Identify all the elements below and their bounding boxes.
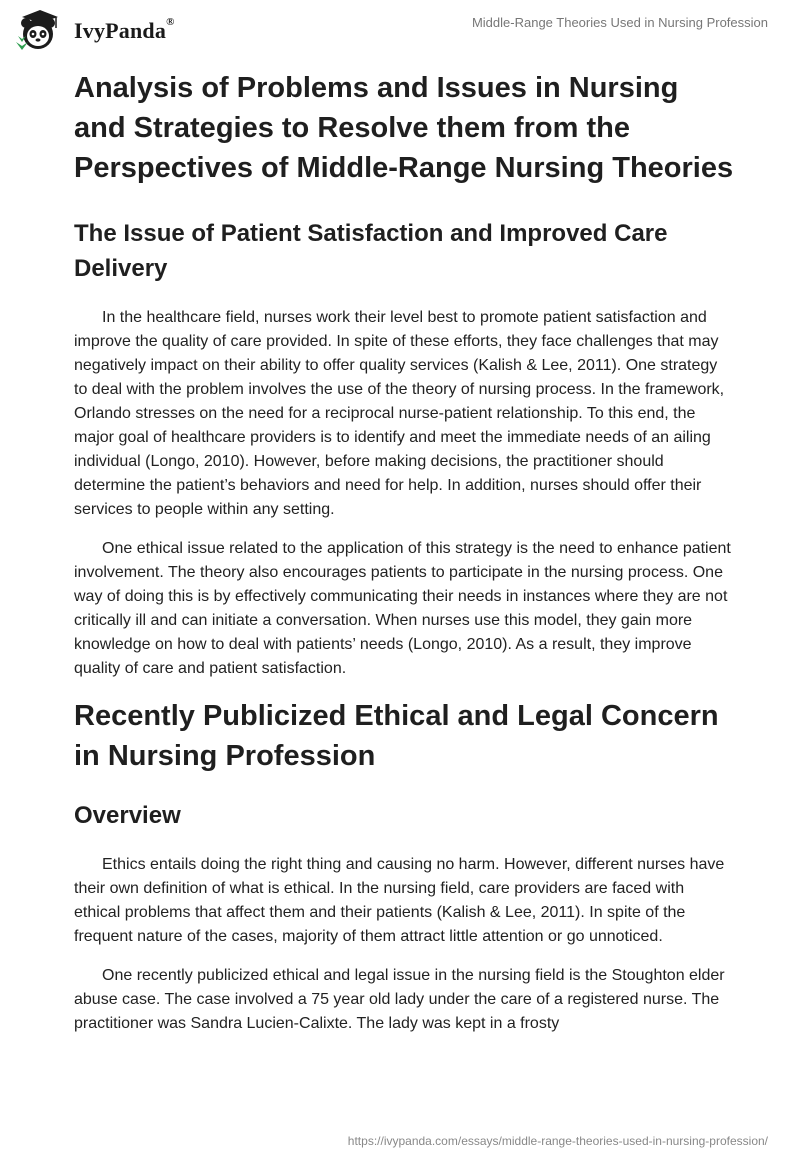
- brand-name[interactable]: [74, 18, 175, 44]
- article-body: [74, 68, 734, 1051]
- section-heading-patient-satisfaction: The Issue of Patient Satisfaction and Improved Care Delivery: [74, 220, 668, 282]
- paragraph: In the healthcare field, nurses work their level best to promote patient satisfaction and improve the quality of care provided. In spite of these efforts, they face challenges that may negatively impact on their ability to offer quality services (Kalish & Lee, 2011). One strategy to deal with the problem involves the use of the theory of nursing process. In the framework, Orlando stresses on the need for a reciprocal nurse-patient relationship. To this end, the major goal of healthcare providers is to identify and meet the immediate needs of an ailing individual (Longo, 2010). However, before making decisions, the practitioner should determine the patient’s behaviors and need for help. In addition, nurses should offer their services to people within any setting.: [74, 309, 725, 518]
- source-url[interactable]: https://ivypanda.com/essays/middle-range-theories-used-in-nursing-profession/: [347, 1134, 768, 1148]
- brand-text: IvyPanda: [74, 18, 167, 43]
- subsection-heading-overview: Overview: [74, 802, 181, 829]
- page-header: [0, 0, 800, 60]
- paragraph: Ethics entails doing the right thing and causing no harm. However, different nurses have their own definition of what is ethical. In the nursing field, care providers are faced with ethical problems that affect them and their patients (Kalish & Lee, 2011). In spite of the frequent nature of the cases, majority of them attract little attention or go unnoticed.: [74, 856, 725, 945]
- panda-logo-icon[interactable]: [14, 8, 66, 52]
- running-title: Middle-Range Theories Used in Nursing Profession: [471, 15, 768, 30]
- paragraph: One recently publicized ethical and legal issue in the nursing field is the Stoughton elder abuse case. The case involved a 75 year old lady under the care of a registered nurse. The practitioner was Sandra Lucien-Calixte. The lady was kept in a frosty: [74, 967, 725, 1032]
- registered-mark: ®: [166, 16, 175, 28]
- paragraph: One ethical issue related to the application of this strategy is the need to enhance patient involvement. The theory also encourages patients to participate in the nursing process. One way of doing this is by effectively communicating their needs in instances where they are not critically ill and can initiate a conversation. When nurses use this model, they gain more knowledge on how to deal with patients’ needs (Longo, 2010). As a result, they improve quality of care and patient satisfaction.: [74, 540, 731, 677]
- article-title: Analysis of Problems and Issues in Nursing and Strategies to Resolve them from the Perspectives of Middle-Range Nursing Theories: [74, 72, 734, 184]
- section-heading-ethical-legal-concern: Recently Publicized Ethical and Legal Concern in Nursing Profession: [74, 700, 719, 772]
